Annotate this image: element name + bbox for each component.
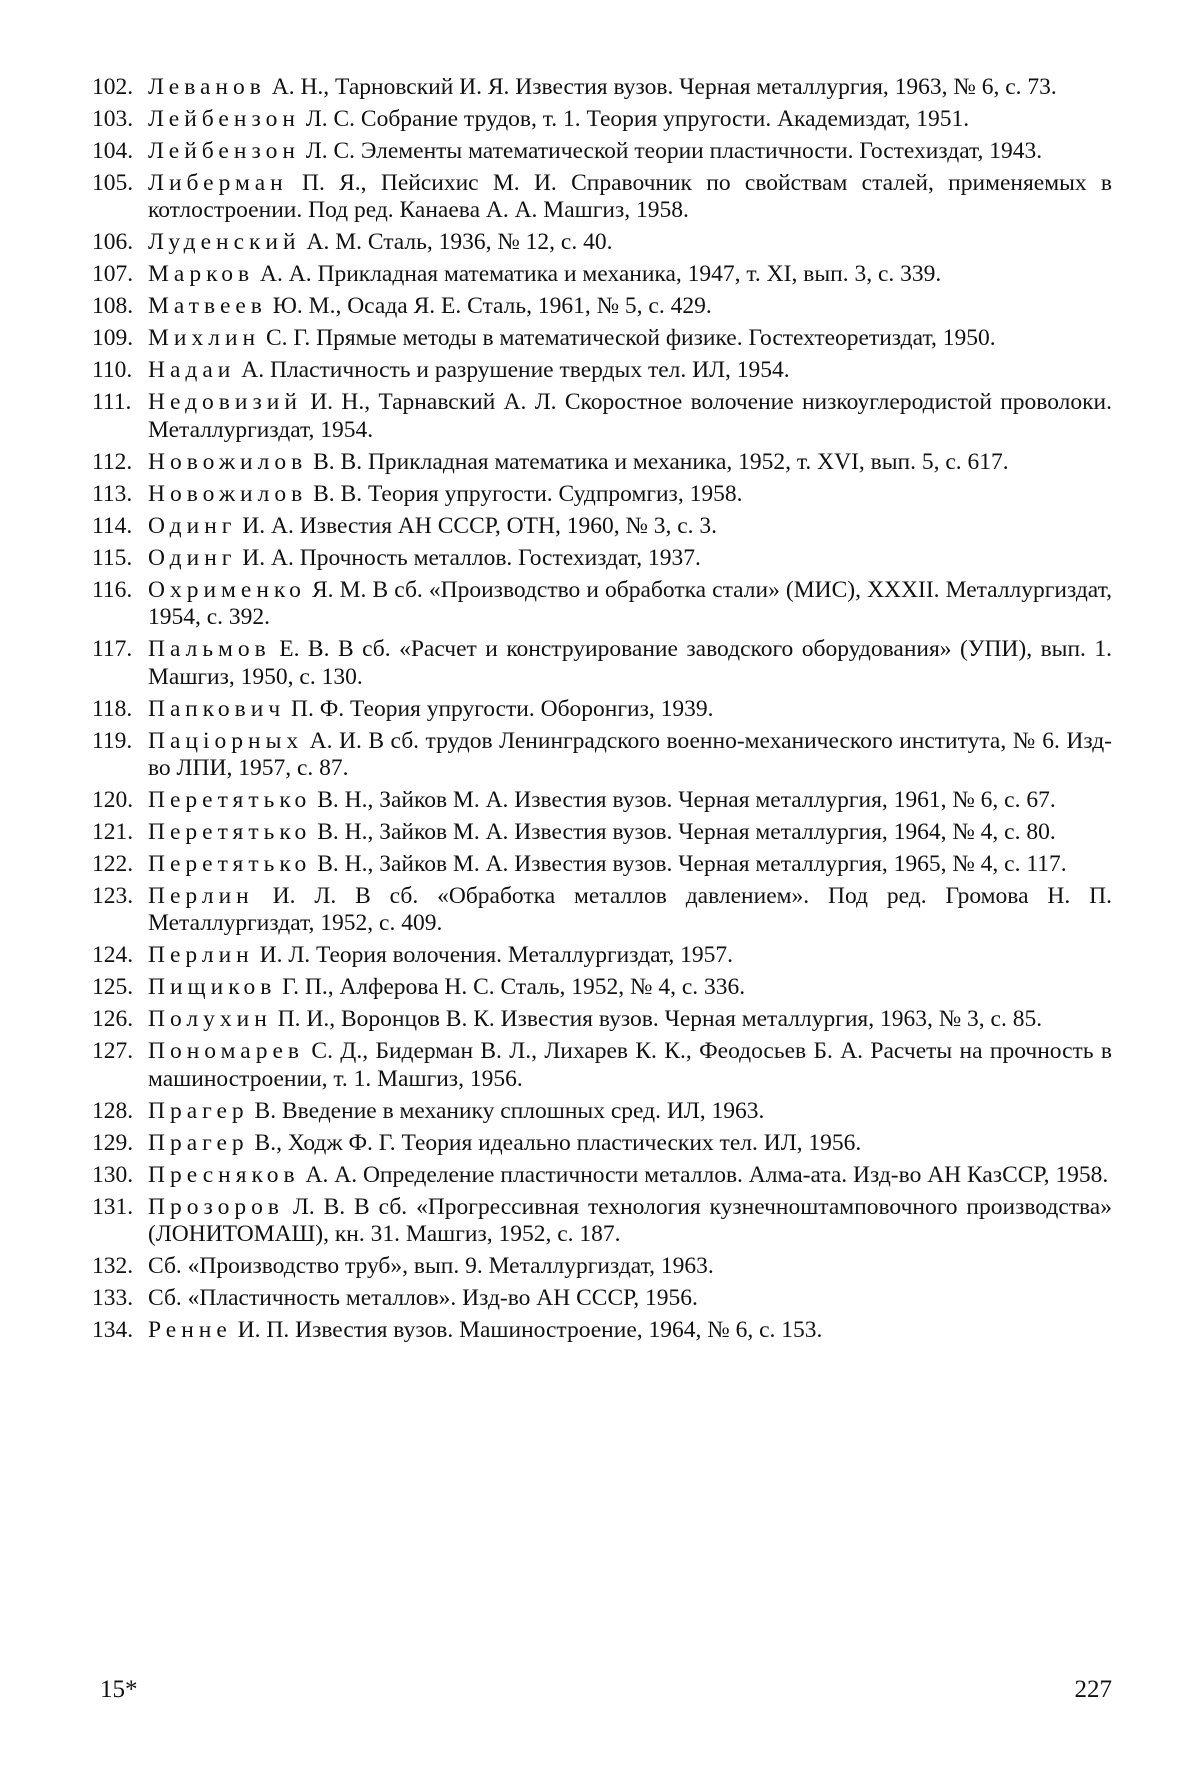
page-number: 227 [1075, 1676, 1113, 1704]
reference-text: А. Пластичность и разрушение твердых тел. ИЛ, 1954. [235, 357, 789, 383]
reference-entry [92, 261, 1112, 288]
reference-entry [92, 170, 1112, 225]
reference-text: В. Н., Зайков М. А. Известия вузов. Черная металлургия, 1964, № 4, с. 80. [311, 819, 1055, 845]
reference-number: 120. [92, 787, 146, 814]
reference-number: 125. [92, 974, 146, 1001]
reference-author: Пальмов [148, 636, 271, 662]
reference-text: И. Н., Тарнавский А. Л. Скоростное волочение низкоуглеродистой проволоки. Металлургиздат, 1954. [148, 389, 1112, 442]
reference-text: П. Ф. Теория упругости. Оборонгиз, 1939. [285, 696, 713, 722]
reference-text: П. Я., Пейсихис М. И. Справочник по свойствам сталей, применяемых в котлостроении. Под ред. Канаева А. А. Машгиз, 1958. [148, 170, 1112, 223]
reference-entry [92, 481, 1112, 508]
reference-entry [92, 728, 1112, 783]
reference-number: 108. [92, 293, 146, 320]
reference-author: Надаи [148, 357, 235, 383]
reference-number: 117. [92, 636, 146, 663]
reference-text: А. А. Прикладная математика и механика, 1947, т. XI, вып. 3, с. 339. [254, 261, 941, 287]
reference-entry [92, 851, 1112, 878]
reference-entry [92, 787, 1112, 814]
reference-author: Луденский [148, 229, 301, 255]
reference-author: Пищиков [148, 974, 276, 1000]
reference-text: И. П. Известия вузов. Машиностроение, 1964, № 6, с. 153. [232, 1317, 823, 1343]
reference-author: Пресняков [148, 1162, 300, 1188]
reference-number: 109. [92, 325, 146, 352]
reference-text: А. Н., Тарновский И. Я. Известия вузов. Черная металлургия, 1963, № 6, с. 73. [266, 74, 1057, 100]
reference-number: 121. [92, 819, 146, 846]
reference-text: Г. П., Алферова Н. С. Сталь, 1952, № 4, с. 336. [276, 974, 745, 1000]
reference-text: Л. С. Собрание трудов, т. 1. Теория упругости. Академиздат, 1951. [300, 106, 969, 132]
reference-text: С. Д., Бидерман В. Л., Лихарев К. К., Феодосьев Б. А. Расчеты на прочность в машиностроении, т. 1. Машгиз, 1956. [148, 1038, 1112, 1091]
reference-text: И. Л. В сб. «Обработка металлов давлением». Под ред. Громова Н. П. Металлургиздат, 1952, с. 409. [148, 883, 1112, 936]
reference-number: 113. [92, 481, 146, 508]
reference-number: 126. [92, 1006, 146, 1033]
reference-number: 116. [92, 577, 146, 604]
reference-author: Перетятько [148, 787, 311, 813]
reference-entry [92, 974, 1112, 1001]
reference-author: Перлин [148, 942, 254, 968]
reference-entry [92, 545, 1112, 572]
reference-number: 104. [92, 138, 146, 165]
reference-text: Сб. «Производство труб», вып. 9. Металлургиздат, 1963. [148, 1253, 714, 1279]
reference-entry [92, 1162, 1112, 1189]
reference-number: 130. [92, 1162, 146, 1189]
reference-author: Прозоров [148, 1194, 284, 1220]
reference-entry [92, 138, 1112, 165]
reference-number: 103. [92, 106, 146, 133]
reference-entry [92, 389, 1112, 444]
reference-entry [92, 229, 1112, 256]
reference-entry [92, 357, 1112, 384]
reference-text: В. В. Прикладная математика и механика, 1952, т. XVI, вып. 5, с. 617. [307, 449, 1008, 475]
reference-text: Л. В. В сб. «Прогрессивная технология кузнечноштамповочного производства» (ЛОНИТОМАШ), кн. 31. Машгиз, 1952, с. 187. [148, 1194, 1112, 1247]
reference-entry [92, 1317, 1112, 1344]
reference-number: 118. [92, 696, 146, 723]
reference-number: 105. [92, 170, 146, 197]
reference-number: 106. [92, 229, 146, 256]
reference-author: Перетятько [148, 819, 311, 845]
reference-entry [92, 325, 1112, 352]
reference-number: 111. [92, 389, 146, 416]
reference-number: 123. [92, 883, 146, 910]
reference-entry [92, 1098, 1112, 1125]
reference-author: Леванов [148, 74, 266, 100]
signature-mark: 15* [100, 1676, 138, 1704]
book-page [0, 0, 1200, 1785]
reference-number: 133. [92, 1285, 146, 1312]
reference-entry [92, 1038, 1112, 1093]
reference-entry [92, 106, 1112, 133]
reference-author: Папкович [148, 696, 285, 722]
reference-entry [92, 1006, 1112, 1033]
reference-author: Пацiорных [148, 728, 303, 754]
reference-number: 107. [92, 261, 146, 288]
reference-number: 122. [92, 851, 146, 878]
reference-entry [92, 883, 1112, 938]
reference-text: П. И., Воронцов В. К. Известия вузов. Черная металлургия, 1963, № 3, с. 85. [272, 1006, 1042, 1032]
reference-number: 128. [92, 1098, 146, 1125]
reference-entry [92, 636, 1112, 691]
reference-number: 102. [92, 74, 146, 101]
reference-text: Е. В. В сб. «Расчет и конструирование заводского оборудования» (УПИ), вып. 1. Машгиз, 1950, с. 130. [148, 636, 1112, 689]
reference-text: И. А. Известия АН СССР, ОТН, 1960, № 3, с. 3. [236, 513, 717, 539]
reference-entry [92, 696, 1112, 723]
reference-number: 115. [92, 545, 146, 572]
reference-author: Лейбензон [148, 138, 300, 164]
reference-number: 129. [92, 1130, 146, 1157]
reference-entry [92, 577, 1112, 632]
reference-author: Полухин [148, 1006, 272, 1032]
reference-author: Ренне [148, 1317, 232, 1343]
reference-text: В., Ходж Ф. Г. Теория идеально пластических тел. ИЛ, 1956. [249, 1130, 862, 1156]
reference-number: 119. [92, 728, 146, 755]
reference-number: 132. [92, 1253, 146, 1280]
reference-author: Перлин [148, 883, 254, 909]
reference-author: Прагер [148, 1130, 249, 1156]
reference-author: Либерман [148, 170, 288, 196]
reference-text: В. Н., Зайков М. А. Известия вузов. Черная металлургия, 1961, № 6, с. 67. [311, 787, 1055, 813]
reference-author: Охрименко [148, 577, 306, 603]
reference-text: Я. М. В сб. «Производство и обработка стали» (МИС), XXXII. Металлургиздат, 1954, с. 392. [148, 577, 1112, 630]
reference-author: Перетятько [148, 851, 311, 877]
reference-entry [92, 293, 1112, 320]
reference-entry [92, 1253, 1112, 1280]
reference-entry [92, 942, 1112, 969]
reference-entry [92, 1194, 1112, 1249]
reference-number: 134. [92, 1317, 146, 1344]
reference-list [92, 74, 1112, 1349]
reference-author: Одинг [148, 513, 236, 539]
reference-text: С. Г. Прямые методы в математической физике. Гостехтеоретиздат, 1950. [260, 325, 995, 351]
reference-author: Одинг [148, 545, 236, 571]
reference-text: И. Л. Теория волочения. Металлургиздат, 1957. [254, 942, 733, 968]
reference-author: Недовизий [148, 389, 302, 415]
reference-author: Новожилов [148, 481, 307, 507]
reference-entry [92, 1130, 1112, 1157]
reference-entry [92, 74, 1112, 101]
reference-author: Марков [148, 261, 254, 287]
reference-entry [92, 449, 1112, 476]
reference-number: 114. [92, 513, 146, 540]
reference-author: Прагер [148, 1098, 249, 1124]
reference-text: Ю. М., Осада Я. Е. Сталь, 1961, № 5, с. 429. [267, 293, 712, 319]
reference-author: Пономарев [148, 1038, 304, 1064]
reference-author: Новожилов [148, 449, 307, 475]
reference-text: В. Введение в механику сплошных сред. ИЛ, 1963. [249, 1098, 765, 1124]
reference-number: 112. [92, 449, 146, 476]
reference-entry [92, 1285, 1112, 1312]
reference-number: 124. [92, 942, 146, 969]
reference-number: 110. [92, 357, 146, 384]
reference-number: 127. [92, 1038, 146, 1065]
reference-author: Лейбензон [148, 106, 300, 132]
reference-author: Матвеев [148, 293, 267, 319]
page-footer [92, 1676, 1112, 1710]
reference-text: В. В. Теория упругости. Судпромгиз, 1958. [307, 481, 742, 507]
reference-entry [92, 819, 1112, 846]
reference-text: А. М. Сталь, 1936, № 12, с. 40. [301, 229, 613, 255]
reference-text: А. А. Определение пластичности металлов. Алма-ата. Изд-во АН КазССР, 1958. [300, 1162, 1109, 1188]
reference-number: 131. [92, 1194, 146, 1221]
reference-text: Сб. «Пластичность металлов». Изд-во АН СССР, 1956. [148, 1285, 698, 1311]
reference-text: В. Н., Зайков М. А. Известия вузов. Черная металлургия, 1965, № 4, с. 117. [311, 851, 1066, 877]
reference-entry [92, 513, 1112, 540]
reference-text: А. И. В сб. трудов Ленинградского военно-механического института, № 6. Изд-во ЛПИ, 1957, с. 87. [148, 728, 1112, 781]
reference-text: И. А. Прочность металлов. Гостехиздат, 1937. [236, 545, 701, 571]
reference-author: Михлин [148, 325, 260, 351]
reference-text: Л. С. Элементы математической теории пластичности. Гостехиздат, 1943. [300, 138, 1042, 164]
